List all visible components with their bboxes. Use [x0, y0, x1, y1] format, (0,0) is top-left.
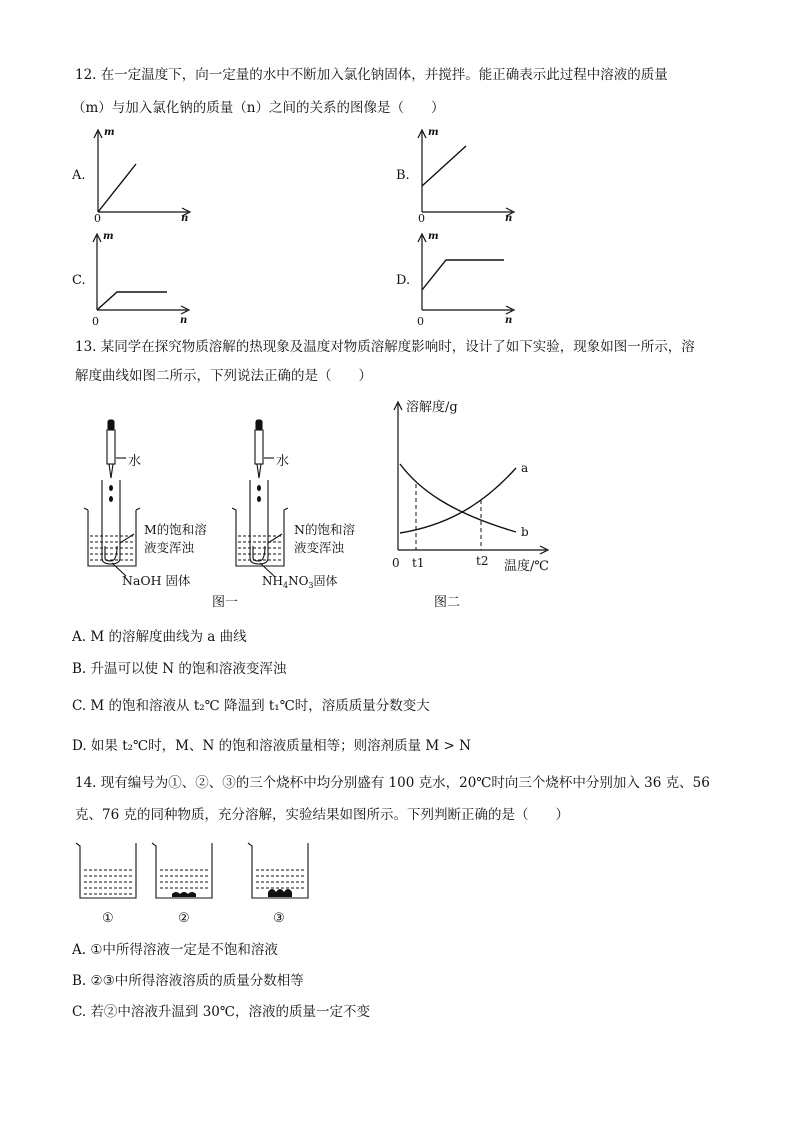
- beaker-2: [152, 843, 212, 898]
- q12-graph-a: [88, 126, 198, 226]
- q12-c-axis-y: m: [103, 231, 114, 242]
- fig2-origin: 0: [392, 556, 400, 570]
- solubility-curve-a: [400, 468, 516, 533]
- fig2-ylabel: 溶解度/g: [406, 400, 458, 415]
- q12-a-axis-x: n: [181, 213, 189, 224]
- q12-option-d-label: D.: [396, 273, 411, 288]
- figure-1-caption: 图一: [212, 595, 239, 610]
- q12-d-origin: 0: [417, 315, 424, 328]
- left-water-label: 水: [128, 454, 142, 469]
- beaker-2-sediment: [172, 892, 196, 897]
- fig2-xlabel: 温度/℃: [504, 559, 549, 574]
- fig2-t1: t1: [412, 556, 425, 570]
- q12-graph-b: [412, 126, 522, 226]
- q14-stem-line1: 14. 现有编号为①、②、③的三个烧杯中均分别盛有 100 克水，20℃时向三个烧杯中分别加入 36 克、56: [75, 775, 710, 791]
- solubility-curve-b: [400, 464, 516, 532]
- q14-beakers: [72, 840, 332, 930]
- q12-b-line: [422, 146, 466, 186]
- q12-c-axis-x: n: [180, 315, 188, 326]
- q13-stem-line1: 13. 某同学在探究物质溶解的热现象及温度对物质溶解度影响时，设计了如下实验，现象如图一所示，溶: [75, 339, 695, 355]
- q12-d-axis-x: n: [505, 315, 513, 326]
- right-solid-label: $NH_4NO_3$固体: [262, 574, 338, 590]
- beaker-1: [76, 843, 136, 898]
- beaker-3-label: ③: [273, 911, 285, 926]
- q13-option-d: D. 如果 t₂℃时，M、N 的饱和溶液质量相等；则溶剂质量 M > N: [72, 738, 471, 754]
- q14-option-a: A. ①中所得溶液一定是不饱和溶液: [72, 942, 278, 958]
- q12-d-axis-y: m: [428, 231, 439, 242]
- q13-option-a: A. M 的溶解度曲线为 a 曲线: [72, 629, 247, 645]
- q13-figure-2: [388, 396, 568, 611]
- q12-stem-line1: 12. 在一定温度下，向一定量的水中不断加入氯化钠固体，并搅拌。能正确表示此过程中溶液的质量: [75, 67, 668, 83]
- curve-b-label: b: [521, 525, 529, 539]
- q13-stem-line2: 解度曲线如图二所示，下列说法正确的是（ ）: [75, 368, 372, 384]
- right-note-line2: 液变浑浊: [294, 540, 345, 555]
- q12-option-b-label: B.: [396, 168, 410, 183]
- q12-graph-c: [87, 230, 197, 330]
- beaker-3-sediment: [268, 889, 292, 897]
- left-note-line1: M的饱和溶: [144, 522, 207, 537]
- left-solid-label: NaOH 固体: [122, 573, 191, 588]
- q13-figure-1: [72, 418, 392, 618]
- q12-d-line: [422, 260, 504, 290]
- q12-c-origin: 0: [92, 315, 99, 328]
- q12-option-c-label: C.: [72, 273, 86, 288]
- curve-a-label: a: [521, 461, 529, 475]
- q12-a-line: [98, 164, 136, 212]
- q12-stem-line2: （m）与加入氯化钠的质量（n）之间的关系的图像是（ ）: [72, 100, 445, 116]
- q13-option-b: B. 升温可以使 N 的饱和溶液变浑浊: [72, 661, 287, 677]
- beaker-1-label: ①: [102, 911, 114, 926]
- q12-b-origin: 0: [418, 212, 425, 225]
- q14-option-c: C. 若②中溶液升温到 30℃，溶液的质量一定不变: [72, 1004, 371, 1020]
- q12-graph-d: [412, 230, 522, 330]
- q12-option-a-label: A.: [72, 168, 86, 183]
- q12-b-axis-x: n: [505, 213, 513, 224]
- q12-a-origin: 0: [94, 212, 101, 225]
- left-note-line2: 液变浑浊: [144, 540, 195, 555]
- right-water-label: 水: [276, 454, 290, 469]
- right-note-line1: N的饱和溶: [294, 522, 355, 537]
- q14-stem-line2: 克、76 克的同种物质，充分溶解，实验结果如图所示。下列判断正确的是（ ）: [75, 807, 569, 823]
- figure-2-caption: 图二: [434, 595, 461, 610]
- q14-option-b: B. ②③中所得溶液溶质的质量分数相等: [72, 973, 304, 989]
- fig2-t2: t2: [476, 554, 489, 568]
- q13-option-c: C. M 的饱和溶液从 t₂℃ 降温到 t₁℃时，溶质质量分数变大: [72, 698, 430, 714]
- q12-c-line: [97, 292, 167, 310]
- q12-b-axis-y: m: [428, 127, 439, 138]
- beaker-2-label: ②: [178, 911, 190, 926]
- q12-a-axis-y: m: [104, 127, 115, 138]
